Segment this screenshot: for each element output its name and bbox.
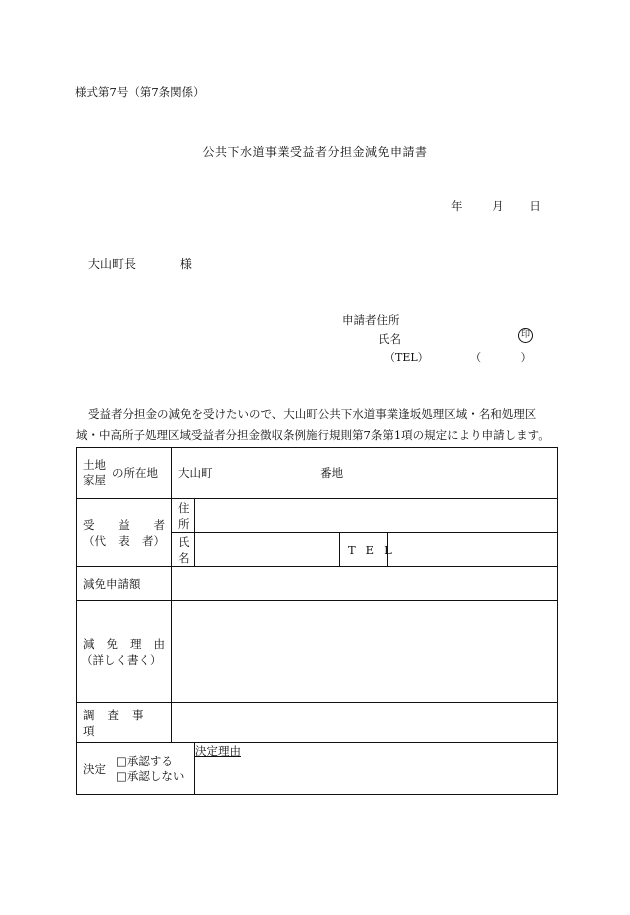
option-reject[interactable]: □承認しない: [116, 768, 185, 783]
row-beneficiary-address: [77, 499, 558, 533]
statement-line-2: 域・中高所子処理区域受益者分担金徴収条例施行規則第7条第1項の規定により申請します。: [76, 428, 550, 442]
location-label-cell: [77, 448, 172, 499]
land-label: 土地: [83, 458, 106, 472]
decision-label: 決定: [83, 761, 106, 776]
seal-mark: 印: [518, 328, 533, 343]
statement-line-1: 受益者分担金の減免を受けたいので、大山町公共下水道事業逢坂処理区域・名和処理区: [88, 407, 537, 421]
beneficiary-label-cell: [77, 499, 172, 567]
date-year: 年: [451, 199, 463, 213]
decision-cell: [77, 743, 195, 795]
building-label: 家屋: [83, 473, 106, 487]
banchi-label: 番地: [320, 466, 344, 480]
applicant-address-label: 申請者住所: [342, 313, 400, 327]
tel-paren-open: （: [470, 351, 482, 364]
name-label-cell: 氏名: [172, 533, 195, 567]
name-value-cell[interactable]: [195, 533, 340, 567]
address-label-cell: 住所: [172, 499, 195, 533]
addressee: [88, 255, 192, 272]
date-line: [451, 198, 541, 214]
reason-label-line2: （詳しく書く）: [81, 652, 162, 667]
tel-paren-close: ）: [520, 351, 532, 364]
decision-reason-label: 決定理由: [195, 743, 558, 795]
reason-label-line1: 減 免 理 由: [83, 636, 165, 651]
application-statement: [76, 404, 558, 446]
row-reason: [77, 601, 558, 703]
form-number: 様式第7号（第7条関係）: [75, 85, 205, 99]
reduction-amount-value[interactable]: [172, 567, 558, 601]
representative-label: （代 表 者）: [83, 533, 165, 548]
row-investigation: [77, 703, 558, 743]
location-suffix: の所在地: [112, 466, 158, 480]
application-table: [76, 447, 558, 795]
row-reduction-amount: [77, 567, 558, 601]
addressee-name: 大山町長: [88, 257, 137, 271]
document-title: 公共下水道事業受益者分担金減免申請書: [202, 145, 428, 159]
row-location: [77, 448, 558, 499]
reason-label-cell: [77, 601, 172, 703]
investigation-label: 調査事項: [77, 703, 172, 743]
reduction-amount-label: 減免申請額: [77, 567, 172, 601]
applicant-name-label: 氏名: [378, 332, 401, 346]
applicant-tel-label: （TEL）: [384, 351, 429, 364]
investigation-value-cell[interactable]: [172, 703, 558, 743]
row-decision: [77, 743, 558, 795]
date-month: 月: [492, 199, 504, 213]
location-value-cell[interactable]: [172, 448, 558, 499]
address-value-cell[interactable]: [195, 499, 558, 533]
beneficiary-label: 受 益 者: [83, 517, 165, 532]
date-day: 日: [529, 199, 541, 213]
town-name: 大山町: [178, 466, 213, 480]
addressee-honorific: 様: [179, 257, 192, 271]
option-approve[interactable]: □承認する: [116, 753, 173, 768]
tel-label-cell: TEL: [340, 533, 388, 567]
reason-value-cell[interactable]: [172, 601, 558, 703]
tel-value-cell[interactable]: [388, 533, 558, 567]
applicant-tel: [384, 349, 532, 365]
